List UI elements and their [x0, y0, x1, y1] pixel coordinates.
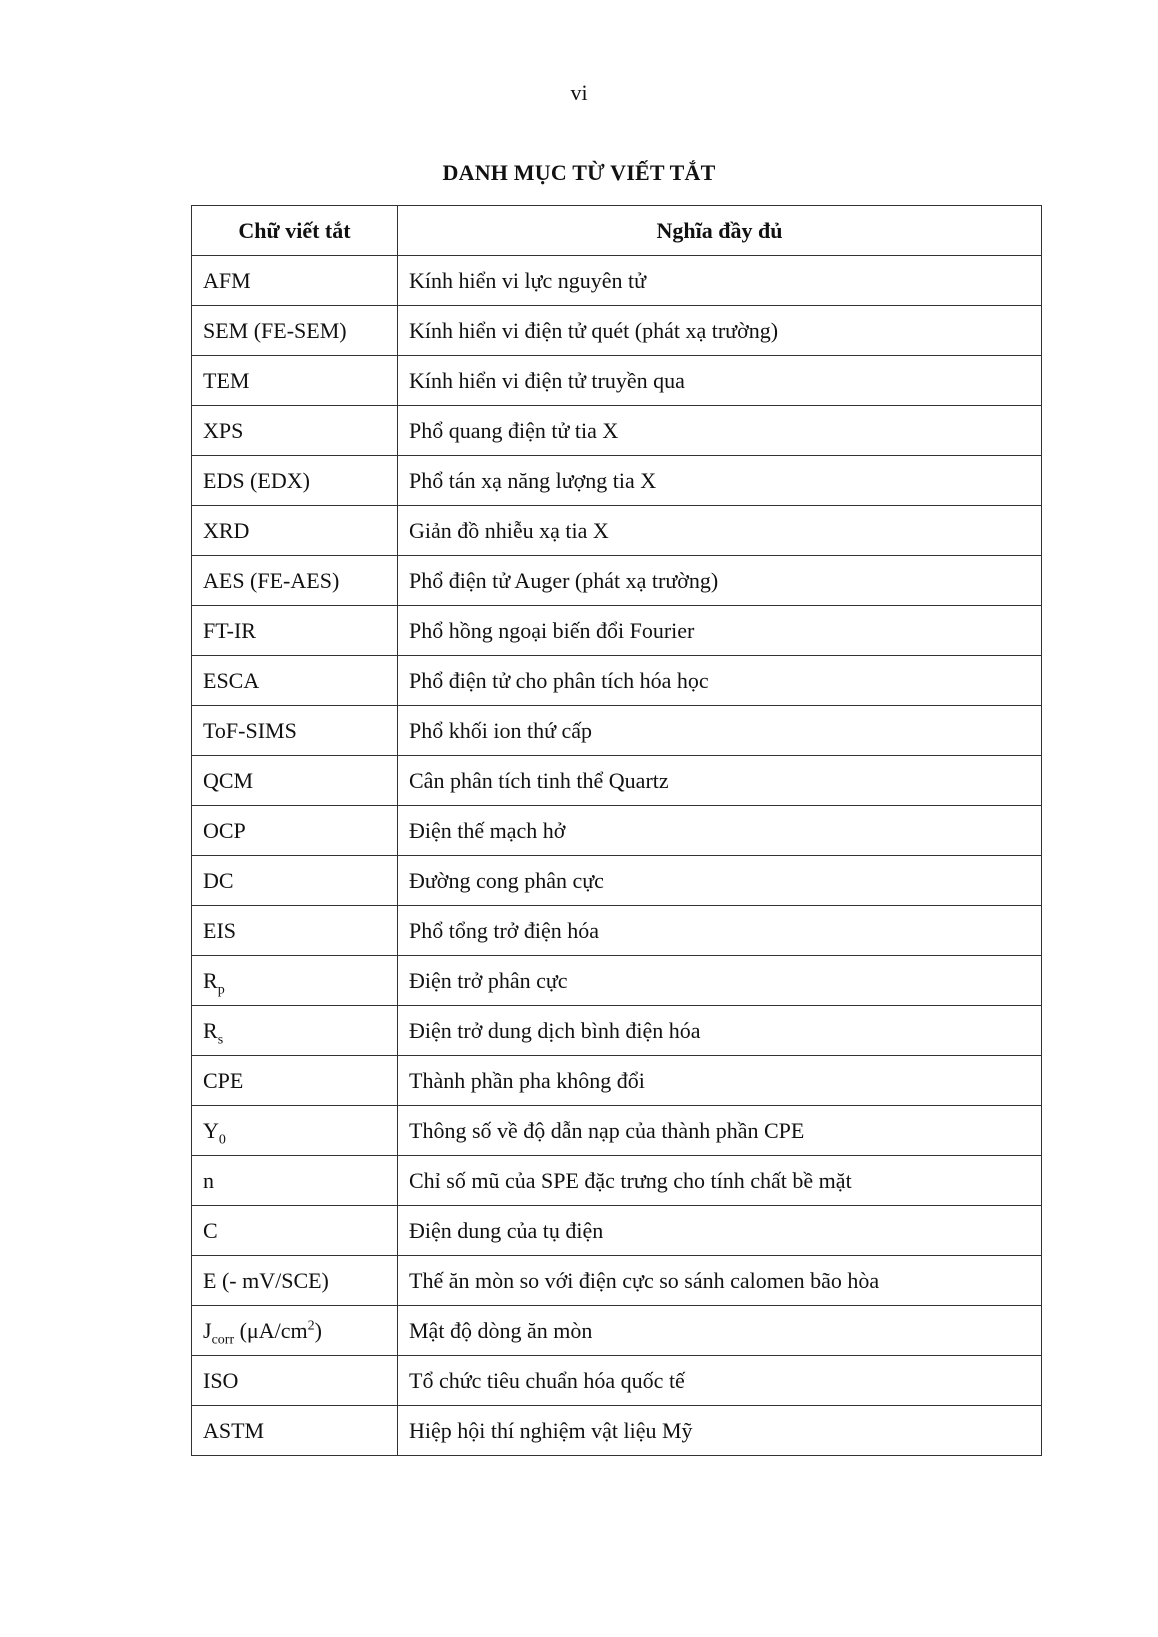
table-row	[192, 1206, 1042, 1256]
meaning-cell: Phổ điện tử Auger (phát xạ trường)	[398, 556, 1042, 606]
abbreviation-text: R	[203, 967, 218, 993]
table-row	[192, 956, 1042, 1006]
meaning-cell: Thành phần pha không đổi	[398, 1056, 1042, 1106]
abbreviation-cell	[192, 1006, 398, 1056]
abbreviation-cell	[192, 1356, 398, 1406]
table-row	[192, 856, 1042, 906]
abbreviation-text: TEM	[203, 367, 250, 393]
table-row	[192, 306, 1042, 356]
abbreviation-subscript: 0	[218, 1131, 226, 1147]
meaning-cell: Phổ khối ion thứ cấp	[398, 706, 1042, 756]
meaning-cell: Phổ hồng ngoại biến đổi Fourier	[398, 606, 1042, 656]
abbreviation-text: J	[203, 1317, 212, 1343]
meaning-cell: Thông số về độ dẫn nạp của thành phần CPE	[398, 1106, 1042, 1156]
table-row	[192, 556, 1042, 606]
abbreviation-text: (μA/cm	[234, 1317, 308, 1343]
abbreviation-cell	[192, 806, 398, 856]
meaning-cell: Điện trở phân cực	[398, 956, 1042, 1006]
table-row	[192, 1306, 1042, 1356]
abbreviation-text: ESCA	[203, 667, 260, 693]
abbreviation-text: Y	[203, 1117, 219, 1143]
abbreviation-cell	[192, 756, 398, 806]
abbreviation-cell	[192, 506, 398, 556]
abbreviation-cell	[192, 556, 398, 606]
abbreviation-text: FT-IR	[203, 617, 256, 643]
meaning-cell: Phổ tán xạ năng lượng tia X	[398, 456, 1042, 506]
abbreviation-cell	[192, 1206, 398, 1256]
header-abbreviation: Chữ viết tắt	[192, 206, 398, 256]
abbreviation-cell	[192, 856, 398, 906]
meaning-cell: Kính hiển vi điện tử truyền qua	[398, 356, 1042, 406]
meaning-cell: Kính hiển vi lực nguyên tử	[398, 256, 1042, 306]
abbreviation-cell	[192, 456, 398, 506]
abbreviation-text: E (- mV/SCE)	[203, 1267, 329, 1293]
table-row	[192, 256, 1042, 306]
abbreviation-text: XRD	[203, 517, 250, 543]
abbreviation-text: n	[203, 1167, 214, 1193]
table-row	[192, 806, 1042, 856]
table-row	[192, 1106, 1042, 1156]
abbreviation-cell	[192, 956, 398, 1006]
meaning-cell: Phổ tổng trở điện hóa	[398, 906, 1042, 956]
abbreviation-text: EIS	[203, 917, 236, 943]
meaning-cell: Mật độ dòng ăn mòn	[398, 1306, 1042, 1356]
table-row	[192, 906, 1042, 956]
abbreviation-text: ToF-SIMS	[203, 717, 297, 743]
meaning-cell: Giản đồ nhiễu xạ tia X	[398, 506, 1042, 556]
header-meaning: Nghĩa đầy đủ	[398, 206, 1042, 256]
table-row	[192, 706, 1042, 756]
abbreviation-subscript: p	[217, 981, 225, 997]
abbreviation-text: )	[314, 1317, 322, 1343]
abbreviation-text: ASTM	[203, 1417, 265, 1443]
abbreviation-cell	[192, 1056, 398, 1106]
abbreviation-cell	[192, 1306, 398, 1356]
table-header-row	[192, 206, 1042, 256]
abbreviation-cell	[192, 306, 398, 356]
meaning-cell: Cân phân tích tinh thể Quartz	[398, 756, 1042, 806]
page-number: vi	[570, 80, 588, 105]
abbreviation-text: CPE	[203, 1067, 244, 1093]
abbreviation-subscript: corr	[211, 1331, 235, 1347]
abbreviation-cell	[192, 1156, 398, 1206]
meaning-cell: Phổ điện tử cho phân tích hóa học	[398, 656, 1042, 706]
meaning-cell: Điện thế mạch hở	[398, 806, 1042, 856]
meaning-cell: Phổ quang điện tử tia X	[398, 406, 1042, 456]
abbreviation-superscript: 2	[307, 1318, 315, 1334]
table-row	[192, 1006, 1042, 1056]
abbreviation-text: C	[203, 1217, 218, 1243]
table-row	[192, 1256, 1042, 1306]
abbreviation-cell	[192, 256, 398, 306]
meaning-cell: Kính hiển vi điện tử quét (phát xạ trường)	[398, 306, 1042, 356]
page-title: DANH MỤC TỪ VIẾT TẮT	[442, 160, 716, 185]
meaning-cell: Điện trở dung dịch bình điện hóa	[398, 1006, 1042, 1056]
abbreviation-text: R	[203, 1017, 218, 1043]
table-row	[192, 1156, 1042, 1206]
table-row	[192, 406, 1042, 456]
meaning-cell: Điện dung của tụ điện	[398, 1206, 1042, 1256]
table-row	[192, 506, 1042, 556]
abbreviation-text: AFM	[203, 267, 251, 293]
table-row	[192, 456, 1042, 506]
meaning-cell: Chỉ số mũ của SPE đặc trưng cho tính chất bề mặt	[398, 1156, 1042, 1206]
abbreviation-text: AES (FE-AES)	[203, 567, 340, 593]
table-row	[192, 1356, 1042, 1406]
abbreviation-cell	[192, 1406, 398, 1456]
abbreviation-text: DC	[203, 867, 234, 893]
meaning-cell: Hiệp hội thí nghiệm vật liệu Mỹ	[398, 1406, 1042, 1456]
abbreviation-cell	[192, 606, 398, 656]
meaning-cell: Thế ăn mòn so với điện cực so sánh calomen bão hòa	[398, 1256, 1042, 1306]
abbreviation-cell	[192, 656, 398, 706]
abbreviation-text: ISO	[203, 1367, 239, 1393]
abbreviation-text: SEM (FE-SEM)	[203, 317, 347, 343]
abbreviation-text: OCP	[203, 817, 246, 843]
table-row	[192, 656, 1042, 706]
abbreviation-cell	[192, 356, 398, 406]
abbreviation-cell	[192, 906, 398, 956]
table-row	[192, 1406, 1042, 1456]
table-row	[192, 356, 1042, 406]
table-row	[192, 606, 1042, 656]
table-body	[192, 256, 1042, 1456]
abbreviation-cell	[192, 1256, 398, 1306]
abbreviation-text: QCM	[203, 767, 254, 793]
table-row	[192, 1056, 1042, 1106]
abbreviation-cell	[192, 706, 398, 756]
table-row	[192, 756, 1042, 806]
meaning-cell: Đường cong phân cực	[398, 856, 1042, 906]
meaning-cell: Tổ chức tiêu chuẩn hóa quốc tế	[398, 1356, 1042, 1406]
abbreviation-text: XPS	[203, 417, 244, 443]
abbreviation-cell	[192, 406, 398, 456]
abbreviation-table	[191, 205, 1042, 1456]
abbreviation-subscript: s	[217, 1031, 224, 1047]
abbreviation-cell	[192, 1106, 398, 1156]
abbreviation-text: EDS (EDX)	[203, 467, 310, 493]
